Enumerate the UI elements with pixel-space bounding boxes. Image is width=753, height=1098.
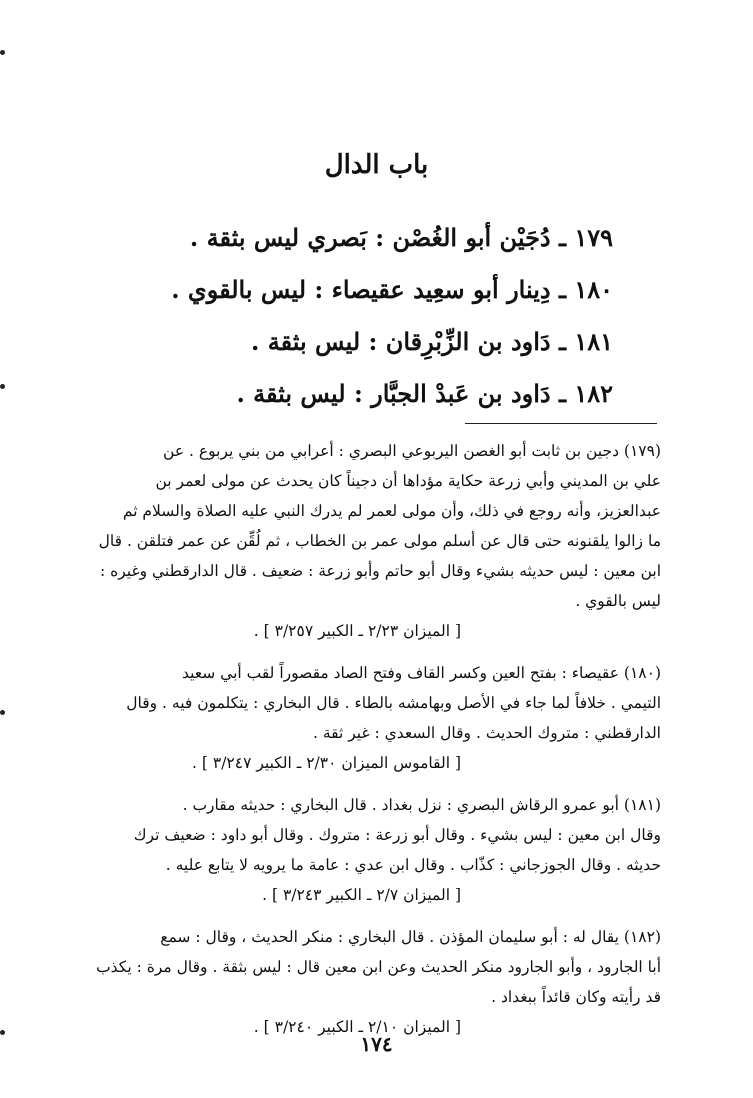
footnote-line: التيمي . خلافاً لما جاء في الأصل وبهامشه بالطاء . قال البخاري : يتكلمون فيه . وقال: [126, 694, 661, 712]
footnote-source: [ القاموس الميزان ٢/٣٠ ـ الكبير ٣/٢٤٧ ] .: [192, 754, 461, 772]
footnote-180: [81, 658, 661, 778]
footnote-source: [ الميزان ٢/١٠ ـ الكبير ٣/٢٤٠ ] .: [253, 1018, 461, 1036]
footnote-line: (١٨٢) يقال له : أبو سليمان المؤذن . قال البخاري : منكر الحديث ، وقال : سمع: [160, 928, 661, 946]
footnote-source: [ الميزان ٢/٧ ـ الكبير ٣/٢٤٣ ] .: [262, 886, 461, 904]
entry-180: ١٨٠ ـ دِينار أبو سعِيد عقيصاء : ليس بالقوي .: [171, 275, 613, 304]
footnote-182: [81, 922, 661, 1042]
footnote-line: أبا الجارود ، وأبو الجارود منكر الحديث وعن ابن معين قال : ليس بثقة . وقال مرة : يكذب: [96, 958, 661, 976]
scan-mark: [0, 710, 5, 715]
footnote-line: (١٨١) أبو عمرو الرقاش البصري : نزل بغداد . قال البخاري : حديثه مقارب .: [182, 796, 661, 814]
footnote-line: ابن معين : ليس حديثه بشيء وقال أبو حاتم وأبو زرعة : ضعيف . قال الدارقطني وغيره :: [99, 562, 661, 580]
footnote-line: الدارقطني : متروك الحديث . وقال السعدي : غير ثقة .: [312, 724, 661, 742]
footnote-source: [ الميزان ٢/٢٣ ـ الكبير ٣/٢٥٧ ] .: [253, 622, 461, 640]
entry-182: ١٨٢ ـ دَاود بن عَبدْ الجبَّار : ليس بثقة .: [236, 379, 613, 408]
scan-mark: [0, 1030, 5, 1035]
footnote-line: ليس بالقوي .: [575, 592, 661, 610]
scan-mark: [0, 50, 5, 55]
footnote-line: علي بن المديني وأبي زرعة حكاية مؤداها أن دجيناً كان يحدث عن مولى لعمر بن: [155, 472, 661, 490]
scan-mark: [0, 384, 5, 389]
footnote-179: [81, 436, 661, 646]
footnote-line: (١٧٩) دجين بن ثابت أبو الغصن اليربوعي البصري : أعرابي من بني يربوع . عن: [163, 442, 661, 460]
page-number: ١٧٤: [360, 1032, 393, 1056]
footnote-line: عبدالعزيز، وأنه روجع في ذلك، وأن مولى لعمر لم يدرك النبي عليه الصلاة والسلام ثم: [122, 502, 661, 520]
footnote-line: وقال ابن معين : ليس بشيء . وقال أبو زرعة : متروك . وقال أبو داود : ضعيف ترك: [133, 826, 661, 844]
footnote-181: [81, 790, 661, 910]
entry-179: ١٧٩ ـ دُجَيْن أبو الغُصْن : بَصري ليس بثقة .: [189, 223, 613, 252]
footnote-divider: [465, 423, 657, 424]
footnote-line: حديثه . وقال الجوزجاني : كذّاب . وقال ابن عدي : عامة ما يرويه لا يتابع عليه .: [165, 856, 661, 874]
footnotes: [81, 436, 661, 1054]
footnote-line: ما زالوا يلقنونه حتى قال عن أسلم مولى عمر بن الخطاب ، ثم لُقِّن عن عمر فتلقن . قال: [98, 532, 661, 550]
entries-list: [93, 216, 613, 424]
footnote-line: قد رأيته وكان قائداً ببغداد .: [491, 988, 661, 1006]
entry-181: ١٨١ ـ دَاود بن الزِّبْرِقان : ليس بثقة .: [251, 327, 613, 356]
footnote-line: (١٨٠) عقيصاء : بفتح العين وكسر القاف وفتح الصاد مقصوراً لقب أبي سعيد: [181, 664, 661, 682]
chapter-title: باب الدال: [324, 150, 429, 180]
